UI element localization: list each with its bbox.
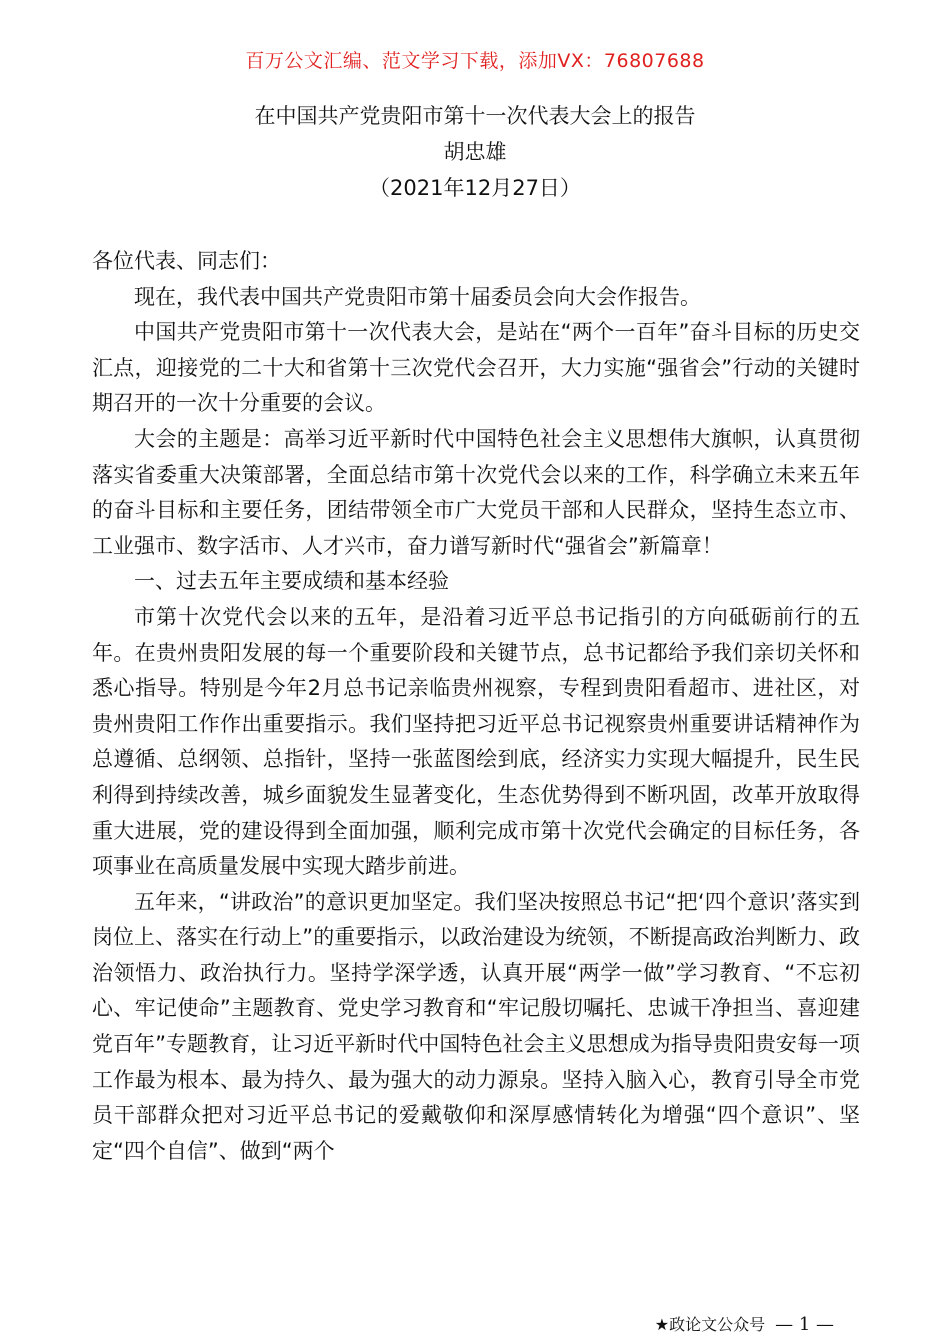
footer-label: ★政论文公众号 bbox=[654, 1315, 766, 1334]
document-body bbox=[92, 244, 860, 1169]
page-footer bbox=[655, 1312, 834, 1335]
salutation: 各位代表、同志们： bbox=[92, 249, 281, 273]
paragraph: 现在，我代表中国共产党贵阳市第十届委员会向大会作报告。 bbox=[134, 284, 701, 309]
watermark-banner: 百万公文汇编、范文学习下载，添加VX：76807688 bbox=[245, 50, 705, 72]
paragraph: 中国共产党贵阳市第十一次代表大会，是站在“两个一百年”奋斗目标的历史交汇点，迎接党的二十大和省第十三次党代会召开，大力实施“强省会”行动的关键时期召开的一次十分重要的会议。 bbox=[92, 320, 860, 416]
title-block bbox=[0, 98, 950, 206]
paragraph: 大会的主题是：高举习近平新时代中国特色社会主义思想伟大旗帜，认真贯彻落实省委重大决策部署，全面总结市第十次党代会以来的工作，科学确立未来五年的奋斗目标和主要任务，团结带领全市广大党员干部和人民群众，坚持生态立市、工业强市、数字活市、人才兴市，奋力谱写新时代“强省会”新篇章！ bbox=[92, 426, 860, 558]
page-number: — 1 — bbox=[775, 1314, 834, 1335]
document-title: 在中国共产党贵阳市第十一次代表大会上的报告 bbox=[254, 104, 696, 128]
section-heading: 一、过去五年主要成绩和基本经验 bbox=[134, 569, 449, 594]
author-name: 胡忠雄 bbox=[443, 140, 507, 164]
paragraph: 五年来，“讲政治”的意识更加坚定。我们坚决按照总书记“把‘四个意识’落实到岗位上、落实在行动上”的重要指示，以政治建设为统领，不断提高政治判断力、政治领悟力、政治执行力。坚持学深学透，认真开展“两学一做”学习教育、“不忘初心、牢记使命”主题教育、党史学习教育和“牢记殷切嘱托、忠诚干净担当、喜迎建党百年”专题教育，让习近平新时代中国特色社会主义思想成为指导贵阳贵安每一项工作最为根本、最为持久、最为强大的动力源泉。坚持入脑入心，教育引导全市党员干部群众把对习近平总书记的爱戴敬仰和深厚感情转化为增强“四个意识”、坚定“四个自信”、做到“两个 bbox=[92, 889, 860, 1163]
paragraph: 市第十次党代会以来的五年，是沿着习近平总书记指引的方向砥砺前行的五年。在贵州贵阳发展的每一个重要阶段和关键节点，总书记都给予我们亲切关怀和悉心指导。特别是今年2月总书记亲临贵州视察，专程到贵阳看超市、进社区，对贵州贵阳工作作出重要指示。我们坚持把习近平总书记视察贵州重要讲话精神作为总遵循、总纲领、总指针，坚持一张蓝图绘到底，经济实力实现大幅提升，民生民利得到持续改善，城乡面貌发生显著变化，生态优势得到不断巩固，改革开放取得重大进展，党的建设得到全面加强，顺利完成市第十次党代会确定的目标任务，各项事业在高质量发展中实现大踏步前进。 bbox=[92, 604, 860, 879]
report-date: （2021年12月27日） bbox=[369, 176, 581, 200]
